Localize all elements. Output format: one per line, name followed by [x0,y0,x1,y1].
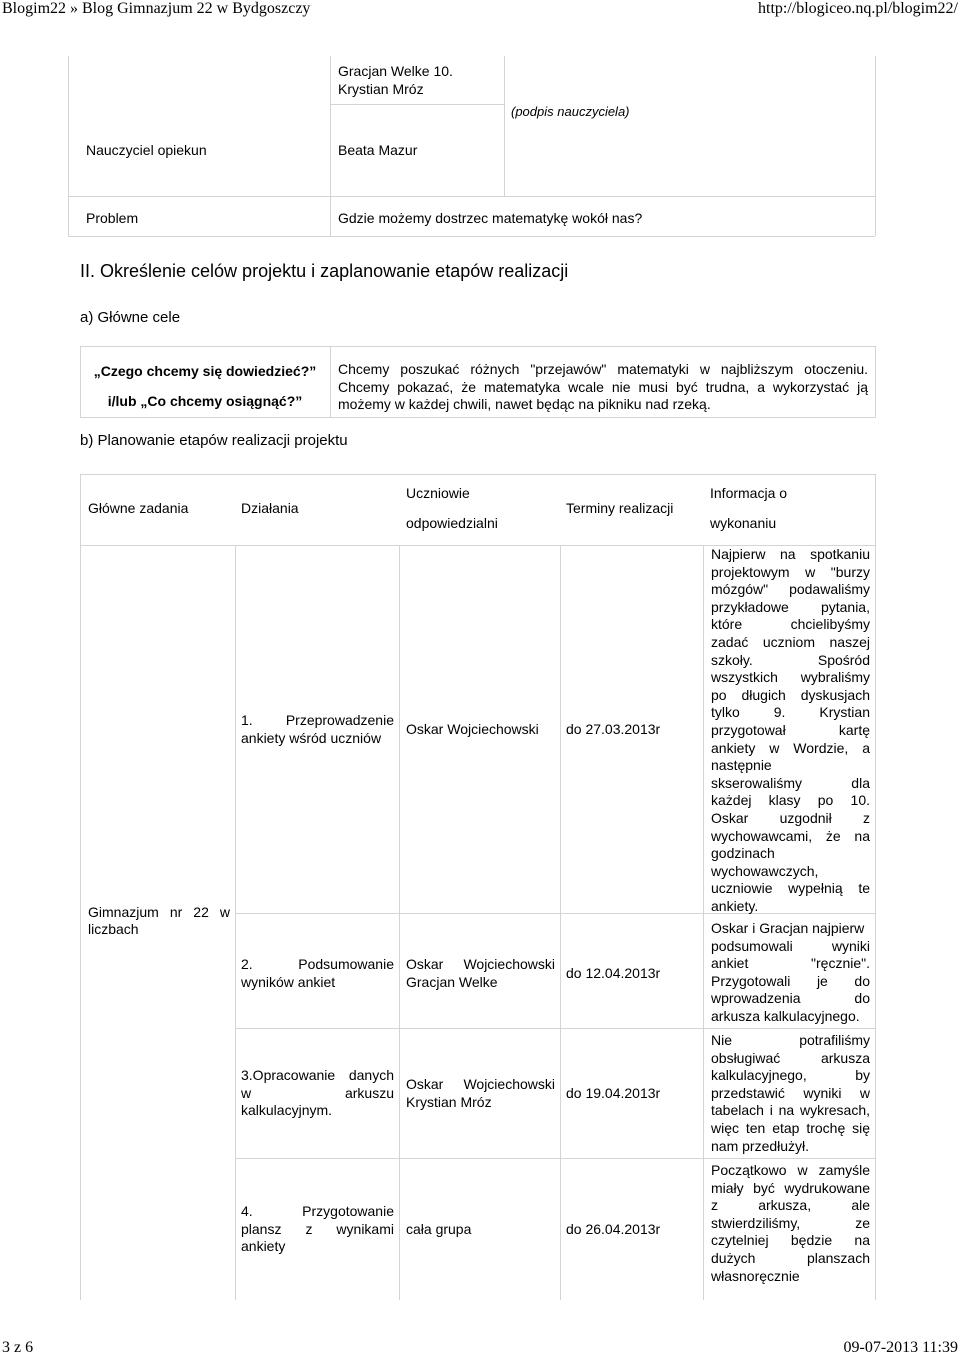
row3-students-line-2: Krystian Mróz [406,1094,492,1110]
problem-label: Problem [86,210,139,226]
row4-action-line-2: plansz z wynikami [241,1221,394,1237]
row4-deadline: do 26.04.2013r [566,1221,661,1237]
plan-row-divider-3 [235,1158,876,1159]
row2-info-l5: wprowadzenia do [711,990,870,1007]
goals-table-divider [330,346,331,418]
row1-info-l9: po długich dyskusjach [711,686,870,703]
plan-header-actions: Działania [241,500,299,516]
row3-action-line-2: w arkuszu [241,1085,394,1101]
plan-header-students-2: odpowiedzialni [406,515,498,531]
signature-label: (podpis nauczyciela) [511,104,630,119]
row1-deadline: do 27.03.2013r [566,721,661,737]
subtitle-main-goals: a) Główne cele [80,309,181,326]
plan-row-divider-2 [235,1028,876,1029]
row4-info-l3: z arkusza, ale [711,1197,870,1214]
row4-action-line-1: 4. Przygotowanie [241,1203,394,1219]
row2-action-line-1: 2. Podsumowanie [241,956,394,972]
row1-info-l1: Najpierw na spotkaniu [711,546,870,562]
top-table-divider-2 [504,56,505,196]
row1-info-l5: które chcielibyśmy [711,616,870,633]
row1-info-l14: skserowaliśmy dla [711,774,870,791]
row4-info [711,1162,870,1285]
top-table-left-border [68,56,69,236]
plan-col-divider-4 [703,545,704,1300]
row1-info-l21: ankiety. [711,897,759,914]
row3-info-l1: Nie potrafiliśmy [711,1032,870,1048]
row1-info-l12: ankiety w Wordzie, a [711,739,870,756]
goals-question-line-1: „Czego chcemy się dowiedzieć?” [93,363,317,379]
teacher-value: Beata Mazur [338,142,418,158]
row3-info-l6: więc ten etap trochę się [711,1119,870,1136]
plan-col-divider-2 [399,545,400,1300]
row2-info-l3: ankiet "ręcznie". [711,955,870,972]
plan-header-info-2: wykonaniu [710,515,777,531]
row3-deadline: do 19.04.2013r [566,1085,661,1101]
row2-info [711,920,870,1026]
row3-info-l5: tabelach i na wykresach, [711,1102,870,1119]
teacher-label: Nauczyciel opiekun [86,142,207,158]
row1-info-l2: projektowym w "burzy [711,563,870,580]
row1-info-l10: tylko 9. Krystian [711,704,870,721]
row1-info-l8: wszystkich wybraliśmy [711,669,870,686]
row2-info-l2: podsumowali wyniki [711,937,870,954]
students-text-1: Gracjan Welke 10. [338,63,453,79]
row4-info-l4: stwierdziliśmy, ze [711,1214,870,1231]
row1-info-l20: uczniowie wypełnią te [711,880,870,897]
goals-question-line-2: i/lub „Co chcemy osiągnąć?” [107,393,303,409]
plan-header-deadlines: Terminy realizacji [566,500,674,516]
row3-info-l2: obsługiwać arkusza [711,1049,870,1066]
row3-info-l7: nam przedłużył. [711,1137,810,1154]
students-line-2: Krystian Mróz [338,81,424,97]
row4-info-l6: dużych planszach [711,1249,870,1266]
row1-info-l13: następnie [711,757,772,774]
top-table-right-border [875,56,876,236]
top-table-divider-1 [330,56,331,236]
print-header-title: Blogim22 » Blog Gimnazjum 22 w Bydgoszczy [2,0,311,17]
top-table-bottom-border [68,236,875,237]
plan-header-students-1: Uczniowie [406,485,470,501]
goals-answer-line-1: Chcemy poszukać różnych "przejawów" matematyki w najbliższym otoczeniu. [338,361,868,377]
row4-action-line-3: ankiety [241,1238,286,1254]
row3-info-l4: przedstawić wyniki w [711,1084,870,1101]
print-footer-page: 3 z 6 [2,1339,34,1356]
problem-value: Gdzie możemy dostrzec matematykę wokół nas? [338,210,643,226]
plan-header-main-tasks: Główne zadania [88,500,189,516]
row1-info-l15: każdej klasy po 10. [711,792,870,809]
row2-students-line-2: Gracjan Welke [406,974,498,990]
row1-info-l4: przykładowe pytania, [711,598,870,615]
print-header-url: http://blogiceo.nq.pl/blogim22/ [758,0,958,17]
top-table-hline-students [330,104,504,105]
row1-info-l19: wychowawczych, [711,862,819,879]
plan-col-divider-3 [560,545,561,1300]
row1-info-l7: szkoły. Spośród [711,651,870,668]
row4-info-l7: własnoręcznie [711,1267,800,1284]
row2-info-l1: Oskar i Gracjan najpierw [711,920,865,936]
goals-answer-line-3: możemy w każdej chwili, nawet będąc na pikniku nad rzeką. [338,396,711,412]
row4-info-l2: miały być wydrukowane [711,1179,870,1196]
subtitle-plan: b) Planowanie etapów realizacji projektu [80,432,348,449]
row2-info-l4: Przygotowali je do [711,972,870,989]
row3-info-l3: kalkulacyjnego, by [711,1067,870,1084]
row1-info-l18: godzinach [711,845,775,862]
goals-answer-line-2: Chcemy pokazać, że matematyka wcale nie musi być trudna, a wykorzystać ją [338,379,868,395]
row1-info-l6: zadać uczniom naszej [711,633,870,650]
row1-info-l11: przygotował kartę [711,721,870,738]
main-task-line-1: Gimnazjum nr 22 w [88,904,230,920]
row3-students-line-1: Oskar Wojciechowski [406,1076,555,1092]
row1-info-l16: Oskar uzgodnił z [711,809,870,826]
top-table-hline-problem [68,196,875,197]
students-line-1 [338,63,498,81]
row3-action-line-3: kalkulacyjnym. [241,1102,333,1118]
row4-info-l1: Początkowo w zamyśle [711,1162,870,1178]
row4-info-l5: czytelniej będzie na [711,1232,870,1249]
row2-deadline: do 12.04.2013r [566,965,661,981]
main-task-line-2: liczbach [88,921,139,937]
row1-info-l17: wychowawcami, że na [711,827,870,844]
row2-info-l6: arkusza kalkulacyjnego. [711,1007,860,1024]
plan-col-divider-1 [235,545,236,1300]
row2-action-line-2: wyników ankiet [241,974,336,990]
row3-info [711,1032,870,1155]
row1-info [711,546,870,915]
print-footer-datetime: 09-07-2013 11:39 [843,1339,958,1356]
row2-students-line-1: Oskar Wojciechowski [406,956,555,972]
plan-header-info-1: Informacja o [710,485,788,501]
section-title: II. Określenie celów projektu i zaplanowanie etapów realizacji [80,261,569,281]
row1-students: Oskar Wojciechowski [406,721,539,737]
row1-action-line-2: ankiety wśród uczniów [241,730,382,746]
row1-action-line-1: 1. Przeprowadzenie [241,712,394,728]
row4-students: cała grupa [406,1221,472,1237]
row1-info-l3: mózgów" podawaliśmy [711,581,870,598]
row3-action-line-1: 3.Opracowanie danych [241,1067,394,1083]
